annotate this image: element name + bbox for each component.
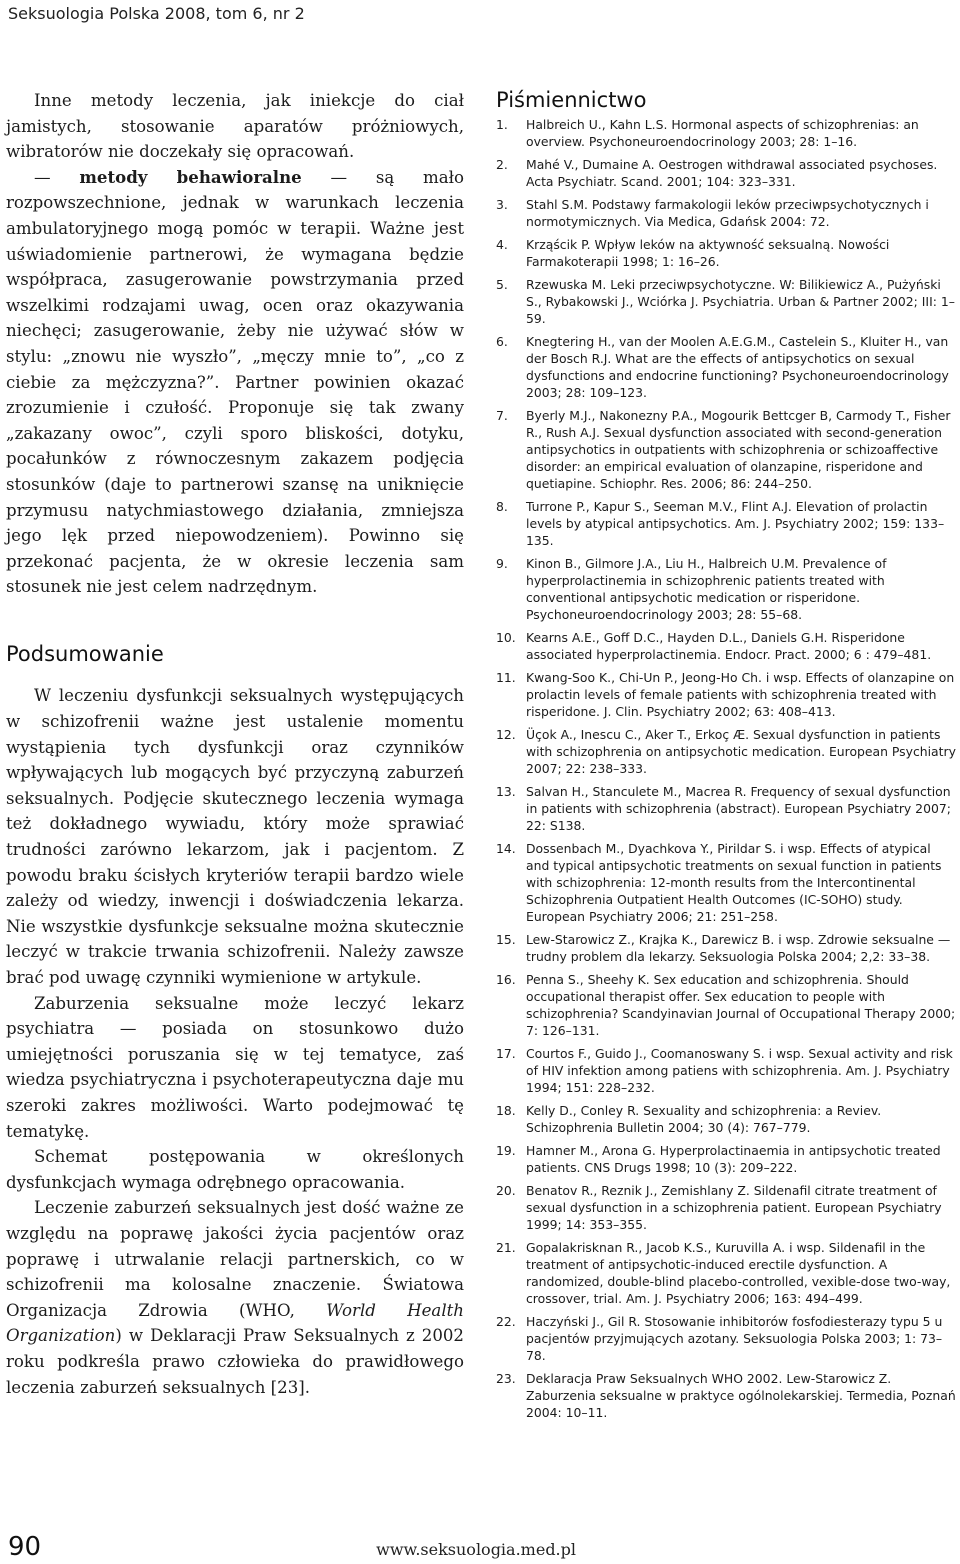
body-left-column	[6, 88, 464, 1400]
reference-item	[496, 156, 956, 190]
reference-number: 5.	[496, 277, 508, 292]
reference-number: 3.	[496, 197, 508, 212]
reference-item	[496, 236, 956, 270]
reference-number: 14.	[496, 841, 516, 856]
summary-4-text-a: Leczenie zaburzeń seksualnych jest dość ważne ze względu na poprawę jakości życia pacjentów oraz poprawę i utrwalanie relacji partnerskich, co w schizofrenii ma kolosalne znaczenie. Światowa Organizacja Zdrowia (WHO,	[6, 1198, 464, 1320]
reference-item	[496, 1045, 956, 1096]
references-column	[496, 88, 956, 1427]
reference-item	[496, 1313, 956, 1364]
reference-number: 23.	[496, 1371, 516, 1386]
reference-text: Knegtering H., van der Moolen A.E.G.M., Castelein S., Kluiter H., van der Bosch R.J. What are the effects of antipsychotics on sexual dysfunctions and endocrine functioning? Psychoneuroendocrinology 2003; 28: 109–123.	[526, 334, 949, 400]
page-number: 90	[8, 1532, 42, 1562]
reference-number: 10.	[496, 630, 516, 645]
reference-item	[496, 840, 956, 925]
reference-item	[496, 726, 956, 777]
reference-text: Kinon B., Gilmore J.A., Liu H., Halbreich U.M. Prevalence of hyperprolactinemia in schizophrenic patients treated with conventional antipsychotic medication or risperidone. Psychoneuroendocrinology 2003; 28: 55–68.	[526, 556, 887, 622]
reference-item	[496, 407, 956, 492]
reference-item	[496, 196, 956, 230]
reference-number: 1.	[496, 117, 508, 132]
reference-item	[496, 333, 956, 401]
reference-text: Rzewuska M. Leki przeciwpsychotyczne. W: Bilikiewicz A., Pużyński S., Rybakowski J., Wciórka J. Psychiatria. Urban & Partner 2002; III: 1–59.	[526, 277, 955, 326]
reference-item	[496, 1239, 956, 1307]
reference-number: 4.	[496, 237, 508, 252]
reference-number: 15.	[496, 932, 516, 947]
reference-number: 12.	[496, 727, 516, 742]
reference-item	[496, 629, 956, 663]
reference-number: 19.	[496, 1143, 516, 1158]
reference-text: Krząścik P. Wpływ leków na aktywność seksualną. Nowości Farmakoterapii 1998; 1: 16–26.	[526, 237, 890, 269]
reference-number: 9.	[496, 556, 508, 571]
summary-paragraph-4	[6, 1195, 464, 1400]
reference-number: 20.	[496, 1183, 516, 1198]
reference-text: Lew-Starowicz Z., Krajka K., Darewicz B. i wsp. Zdrowie seksualne — trudny problem dla lekarzy. Seksuologia Polska 2004; 2,2: 33–38.	[526, 932, 951, 964]
reference-item	[496, 931, 956, 965]
term-behavioral-methods: metody behawioralne	[79, 166, 302, 187]
reference-text: Stahl S.M. Podstawy farmakologii leków przeciwpsychotycznych i normotymicznych. Via Medica, Gdańsk 2004: 72.	[526, 197, 929, 229]
reference-text: Kwang-Soo K., Chi-Un P., Jeong-Ho Ch. i wsp. Effects of olanzapine on prolactin levels of female patients with schizophrenia treated with risperidone. J. Clin. Psychiatry 2002; 63: 408–413.	[526, 670, 955, 719]
reference-item	[496, 1142, 956, 1176]
section-heading-summary: Podsumowanie	[6, 641, 164, 666]
reference-text: Deklaracja Praw Seksualnych WHO 2002. Lew-Starowicz Z. Zaburzenia seksualne w praktyce ogólnolekarskiej. Termedia, Poznań 2004: 10–11.	[526, 1371, 956, 1420]
reference-text: Hamner M., Arona G. Hyperprolactinaemia in antipsychotic treated patients. CNS Drugs 1998; 10 (3): 209–222.	[526, 1143, 941, 1175]
reference-text: Courtos F., Guido J., Coomanoswany S. i wsp. Sexual activity and risk of HIV infektion among patiens with schizophrenia. Am. J. Psychiatry 1994; 151: 228–232.	[526, 1046, 953, 1095]
reference-number: 8.	[496, 499, 508, 514]
reference-item	[496, 116, 956, 150]
summary-paragraph-2: Zaburzenia seksualne może leczyć lekarz psychiatra — posiada on stosunkowo dużo umiejętności poruszania się w tej tematyce, zaś wiedza psychiatryczna i psychoterapeutyczna daje mu szeroki zakres możliwości. Warto podejmować tę tematykę.	[6, 993, 464, 1141]
reference-number: 6.	[496, 334, 508, 349]
reference-text: Mahé V., Dumaine A. Oestrogen withdrawal associated psychoses. Acta Psychiatr. Scand. 2001; 104: 323–331.	[526, 157, 938, 189]
reference-text: Salvan H., Stanculete M., Macrea R. Frequency of sexual dysfunction in patients with schizophrenia (abstract). European Psychiatry 2007; 22: S138.	[526, 784, 951, 833]
reference-number: 22.	[496, 1314, 516, 1329]
reference-number: 11.	[496, 670, 516, 685]
reference-number: 18.	[496, 1103, 516, 1118]
reference-text: Üçok A., Inescu C., Aker T., Erkoç Æ. Sexual dysfunction in patients with schizophrenia on antipsychotic medication. European Psychiatry 2007; 22: 238–333.	[526, 727, 956, 776]
reference-text: Gopalakrisknan R., Jacob K.S., Kuruvilla A. i wsp. Sildenafil in the treatment of antipsychotic-induced erectile dysfunction. A randomized, double-blind placebo-controlled, vexible-dose two-way, crossover, trial. Am. J. Psychiatry 2006; 163: 494–499.	[526, 1240, 951, 1306]
reference-number: 7.	[496, 408, 508, 423]
reference-item	[496, 783, 956, 834]
running-header: Seksuologia Polska 2008, tom 6, nr 2	[8, 4, 305, 23]
reference-text: Haczyński J., Gil R. Stosowanie inhibitorów fosfodiesterazy typu 5 u pacjentów przyjmujących azotany. Seksuologia Polska 2003; 1: 73–78.	[526, 1314, 943, 1363]
reference-item	[496, 276, 956, 327]
references-heading: Piśmiennictwo	[496, 88, 647, 112]
reference-number: 21.	[496, 1240, 516, 1255]
reference-item	[496, 498, 956, 549]
reference-item	[496, 669, 956, 720]
reference-number: 13.	[496, 784, 516, 799]
reference-item	[496, 1102, 956, 1136]
reference-text: Penna S., Sheehy K. Sex education and schizophrenia. Should occupational therapist offer. Sex education to people with schizophrenia? Scandyinavian Journal of Occupational Therapy 2000; 7: 126–131.	[526, 972, 956, 1038]
summary-paragraph-3: Schemat postępowania w określonych dysfunkcjach wymaga odrębnego opracowania.	[6, 1147, 464, 1192]
reference-item	[496, 1182, 956, 1233]
reference-number: 2.	[496, 157, 508, 172]
reference-text: Dossenbach M., Dyachkova Y., Pirildar S. i wsp. Effects of atypical and typical antipsychotic treatments on sexual function in patients with schizophrenia: 12-month results from the Intercontinental Schizophrenia Outpatient Health Outcomes (IC-SOHO) study. European Psychiatry 2006; 21: 251–258.	[526, 841, 942, 924]
journal-url[interactable]: www.seksuologia.med.pl	[376, 1540, 576, 1559]
who-full-name: World Health Organization	[6, 1300, 464, 1346]
reference-item	[496, 1370, 956, 1421]
summary-4-text-b: ) w Deklaracji Praw Seksualnych z 2002 roku podkreśla prawo człowieka do prawidłowego leczenia zaburzeń seksualnych [23].	[6, 1326, 464, 1397]
paragraph-other-methods: Inne metody leczenia, jak iniekcje do ciał jamistych, stosowanie aparatów próżniowych, wibratorów nie doczekały się opracowań.	[6, 91, 464, 162]
reference-text: Kearns A.E., Goff D.C., Hayden D.L., Daniels G.H. Risperidone associated hyperprolactinemia. Endocr. Pract. 2000; 6 : 479–481.	[526, 630, 932, 662]
behavioral-methods-text: — są mało rozpowszechnione, jednak w warunkach leczenia ambulatoryjnego mogą pomóc w terapii. Ważne jest uświadomienie partnerowi, że wymagana będzie współpraca, zasugerowanie powstrzymania przed wszelkimi rodzajami uwag, ocen oraz okazywania niechęci; zasugerowanie, żeby nie używać słów w stylu: „znowu nie wyszło”, „męczy mnie to”, „co z ciebie za mężczyzna?”. Partner powinien okazać zrozumienie i czułość. Proponuje się tak zwany „zakazany owoc”, czyli sporo bliskości, dotyku, pocałunków z równoczesnym zakazem podjęcia stosunków (daje to partnerowi szansę na uniknięcie przymusu natychmiastowego działania, zmniejsza jego lęk przed niepowodzeniem). Powinno się przekonać pacjenta, że w okresie leczenia sam stosunek nie jest celem nadrzędnym.	[6, 167, 464, 597]
reference-list	[496, 116, 956, 1421]
reference-item	[496, 971, 956, 1039]
dash-marker: —	[34, 167, 51, 187]
reference-number: 16.	[496, 972, 516, 987]
reference-item	[496, 555, 956, 623]
reference-text: Kelly D., Conley R. Sexuality and schizophrenia: a Reviev. Schizophrenia Bulletin 2004; 30 (4): 767–779.	[526, 1103, 882, 1135]
summary-paragraph-1: W leczeniu dysfunkcji seksualnych występujących w schizofrenii ważne jest ustalenie momentu wystąpienia tych dysfunkcji oraz czynników wpływających lub mogących być przyczyną zaburzeń seksualnych. Podjęcie skutecznego leczenia wymaga też dokładnego wywiadu, który może sprawiać trudności zarówno lekarzom, jak i pacjentom. Z powodu braku ścisłych kryteriów terapii bardzo wiele zależy od wiedzy, inwencji i doświadczenia lekarza. Nie wszystkie dysfunkcje seksualne można skutecznie leczyć w trakcie trwania schizofrenii. Należy zawsze brać pod uwagę czynniki wymienione w artykule.	[6, 686, 464, 987]
reference-text: Byerly M.J., Nakonezny P.A., Mogourik Bettcger B, Carmody T., Fisher R., Rush A.J. Sexual dysfunction associated with second-generation antipsychotics in outpatients with schizophrenia or schizoaffective disorder: an empirical evaluation of olanzapine, risperidone and quetiapine. Schiophr. Res. 2006; 86: 244–250.	[526, 408, 951, 491]
reference-number: 17.	[496, 1046, 516, 1061]
paragraph-behavioral-methods	[6, 165, 464, 600]
reference-text: Benatov R., Reznik J., Zemishlany Z. Sildenafil citrate treatment of sexual dysfunction in a schizophrenia patient. European Psychiatry 1999; 14: 353–355.	[526, 1183, 942, 1232]
reference-text: Turrone P., Kapur S., Seeman M.V., Flint A.J. Elevation of prolactin levels by atypical antipsychotics. Am. J. Psychiatry 2002; 159: 133–135.	[526, 499, 945, 548]
reference-text: Halbreich U., Kahn L.S. Hormonal aspects of schizophrenias: an overview. Psychoneuroendocrinology 2003; 28: 1–16.	[526, 117, 919, 149]
